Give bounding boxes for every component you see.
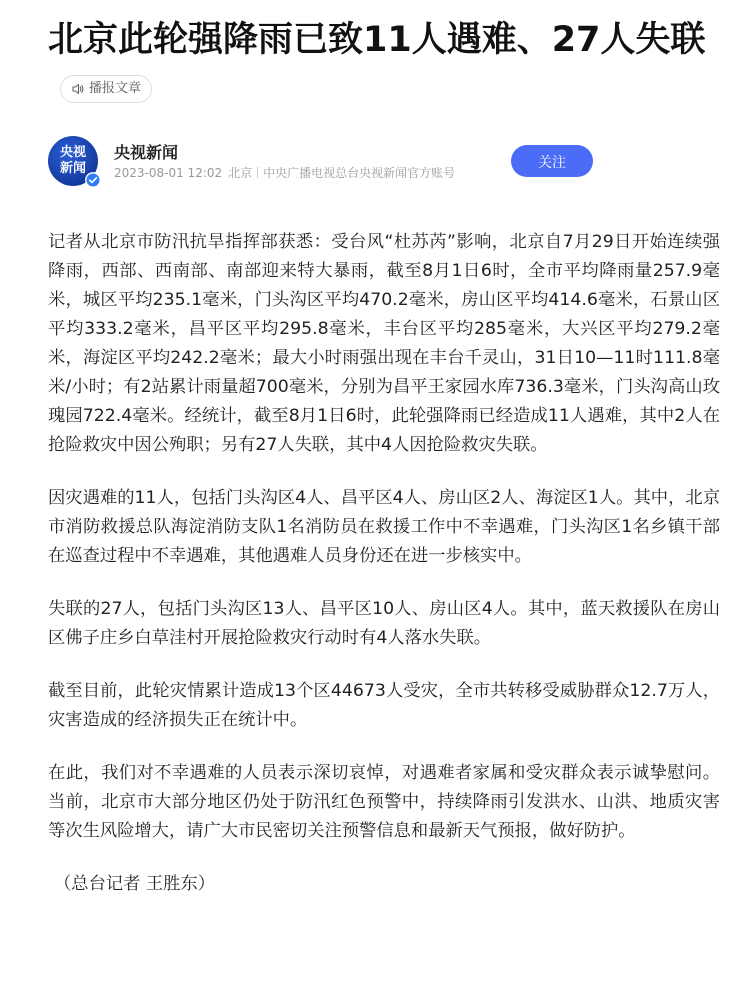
article-paragraph: 记者从北京市防汛抗旱指挥部获悉：受台风“杜苏芮”影响，北京自7月29日开始连续强降雨，西部、西南部、南部迎来特大暴雨，截至8月1日6时，全市平均降雨量257.9毫米，城区平均235.1毫米，门头沟区平均470.2毫米，房山区平均414.6毫米，石景山区平均333.2毫米，昌平区平均295.8毫米，丰台区平均285毫米，大兴区平均279.2毫米，海淀区平均242.2毫米；最大小时雨强出现在丰台千灵山，31日10—11时111.8毫米/小时；有2站累计雨量超700毫米，分别为昌平王家园水库736.3毫米，门头沟高山玫瑰园722.4毫米。经统计，截至8月1日6时，此轮强降雨已经造成11人遇难，其中2人在抢险救灾中因公殉职；另有27人失联，其中4人因抢险救灾失联。	[48, 232, 720, 455]
article-paragraph: 因灾遇难的11人，包括门头沟区4人、昌平区4人、房山区2人、海淀区1人。其中，北京市消防救援总队海淀消防支队1名消防员在救援工作中不幸遇难，门头沟区1名乡镇干部在巡查过程中不幸遇难，其他遇难人员身份还在进一步核实中。	[48, 488, 720, 566]
meta-divider	[257, 167, 258, 178]
article-title	[48, 14, 708, 118]
listen-article-button[interactable]	[60, 75, 152, 103]
article-title-text: 北京此轮强降雨已致11人遇难、27人失联	[48, 20, 706, 60]
avatar-text-line2: 新闻	[59, 161, 86, 176]
publish-date: 2023-08-01 12:02	[114, 166, 223, 180]
listen-label: 播报文章	[89, 81, 142, 96]
author-description: 中央广播电视总台央视新闻官方账号	[263, 166, 456, 180]
verified-icon	[85, 172, 101, 188]
article-paragraph: 失联的27人，包括门头沟区13人、昌平区10人、房山区4人。其中，蓝天救援队在房山区佛子庄乡白草洼村开展抢险救灾行动时有4人落水失联。	[48, 599, 720, 648]
avatar[interactable]	[48, 136, 98, 186]
follow-button[interactable]: 关注	[511, 145, 593, 177]
article-paragraph: 在此，我们对不幸遇难的人员表示深切哀悼，对遇难者家属和受灾群众表示诚挚慰问。当前，北京市大部分地区仍处于防汛红色预警中，持续降雨引发洪水、山洪、地质灾害等次生风险增大，请广大市民密切关注预警信息和最新天气预报，做好防护。	[48, 763, 720, 841]
author-meta	[114, 164, 455, 181]
avatar-text-line1: 央视	[59, 145, 86, 160]
publish-location: 北京	[228, 166, 253, 180]
article-paragraph: 截至目前，此轮灾情累计造成13个区44673人受灾，全市共转移受威胁群众12.7万人，灾害造成的经济损失正在统计中。	[48, 681, 720, 730]
speaker-icon	[71, 82, 85, 96]
article-body	[48, 228, 720, 923]
article-byline: （总台记者 王胜东）	[54, 874, 216, 894]
author-name[interactable]: 央视新闻	[114, 143, 179, 162]
